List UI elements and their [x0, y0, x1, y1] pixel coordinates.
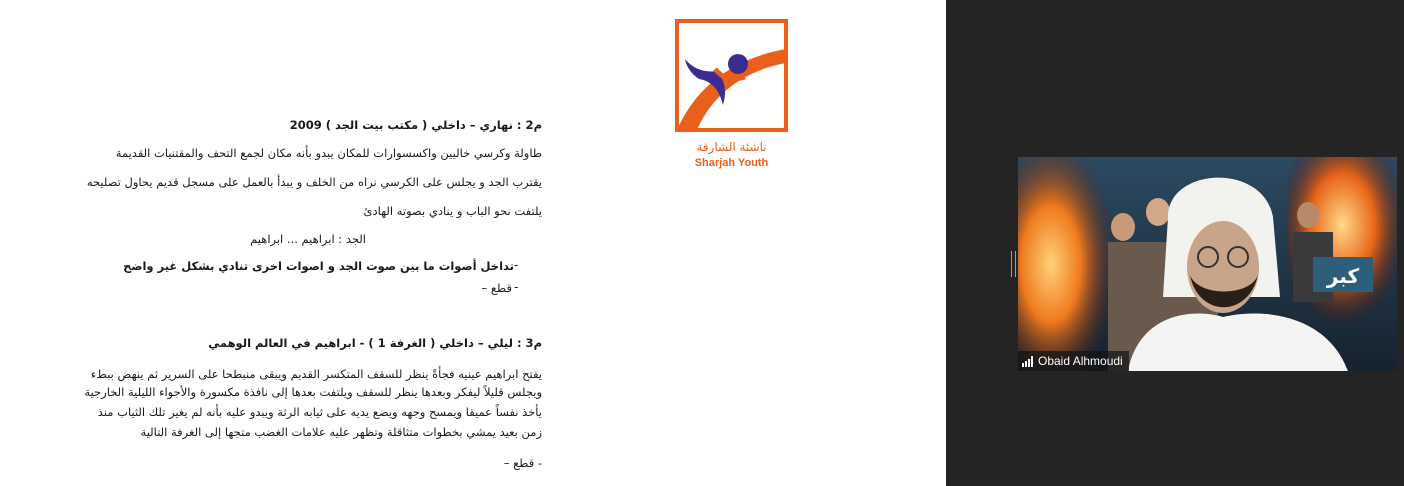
- scene-3-line-3: يأخذ نفساً عميقا ويمسح وجهه ويضع يديه على ثيابه الرثة ويبدو عليه بأنه لم يغير تلك الثياب منذ: [97, 405, 542, 419]
- participant-name-tag: [1018, 351, 1129, 371]
- sharjah-youth-logo: [675, 19, 790, 174]
- participant-name: Obaid Alhmoudi: [1038, 354, 1123, 368]
- scene-3-cut: - قطع –: [503, 456, 542, 470]
- scene-3-heading: م3 : ليلي – داخلي ( الغرفة 1 ) - ابراهيم في العالم الوهمي: [208, 336, 542, 350]
- bullet-dash-2: -: [514, 280, 519, 294]
- scene-3-line-4: زمن بعيد يمشي بخطوات متثاقلة وتظهر عليه علامات الغضب متجها إلى الغرفة التالية: [140, 425, 542, 439]
- scene-3-line-2: ويجلس قليلاً ليفكر وبعدها ينظر للسقف ويلتفت بعدها إلى نافذة مكسورة والأجواء الليلية الخارجية: [84, 385, 542, 399]
- scene-2-bullet-2: قطع –: [481, 281, 512, 295]
- scene-2-bullet-1: تداخل أصوات ما بين صوت الجد و اصوات اخرى تنادي بشكل غير واضح: [123, 259, 514, 273]
- logo-arabic-text: ناشئة الشارقة: [696, 140, 767, 154]
- participant-video-feed: [1018, 157, 1397, 371]
- scene-2-line-2: يقترب الجد و يجلس على الكرسي نراه من الخلف و يبدأ بالعمل على مسجل قديم يحاول تصليحه: [86, 175, 542, 189]
- scene-2-line-3: يلتفت نحو الباب و ينادي بصوته الهادئ: [363, 204, 542, 218]
- scene-2-heading: م2 : نهاري – داخلي ( مكتب بيت الجد ) 2009: [289, 118, 542, 132]
- logo-english-text: Sharjah Youth: [694, 157, 769, 169]
- panel-resize-handle[interactable]: [1011, 251, 1016, 277]
- scene-2-line-1: طاولة وكرسي خاليين واكسسوارات للمكان يبدو بأنه مكان لجمع التحف والمقتنيات القديمة: [115, 146, 542, 160]
- poster-text: كبر: [1326, 264, 1360, 288]
- scene-2-dialogue: الجد : ابراهيم ... ابراهيم: [250, 232, 366, 246]
- scene-3-line-1: يفتح ابراهيم عينيه فجأةً ينظر للسقف المتكسر القديم ويبقى منبطحا على السرير ثم ينهض ببطء: [90, 367, 542, 381]
- bullet-dash-1: -: [514, 258, 519, 272]
- participant-video-tile[interactable]: [1018, 157, 1397, 371]
- signal-strength-icon: [1022, 356, 1033, 367]
- sharjah-youth-emblem: [675, 19, 788, 132]
